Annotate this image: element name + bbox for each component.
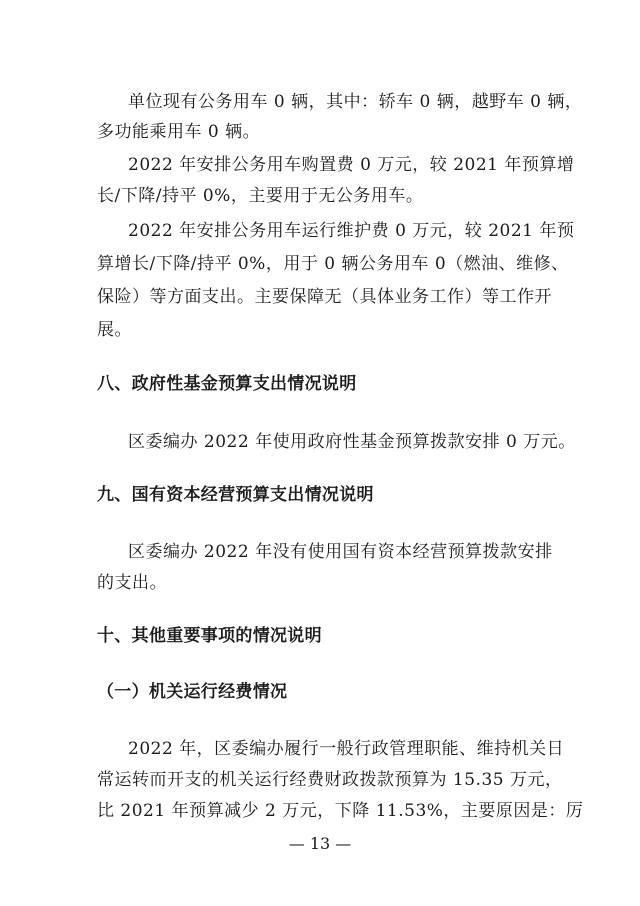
- section-9-heading: 九、国有资本经营预算支出情况说明: [97, 485, 374, 505]
- state-capital-line-2: 的支出。: [97, 573, 167, 593]
- vehicle-count-line-2: 多功能乘用车 0 辆。: [97, 122, 261, 142]
- operating-expense-line-1: 2022 年，区委编办履行一般行政管理职能、维持机关日: [128, 739, 565, 759]
- government-fund-paragraph: 区委编办 2022 年使用政府性基金预算拨款安排 0 万元。: [128, 432, 576, 452]
- operating-expense-line-3: 比 2021 年预算减少 2 万元，下降 11.53%，主要原因是：厉: [97, 801, 584, 821]
- section-10-heading: 十、其他重要事项的情况说明: [97, 626, 322, 646]
- vehicle-count-line-1: 单位现有公务用车 0 辆，其中：轿车 0 辆，越野车 0 辆，: [128, 92, 583, 112]
- maintenance-fee-line-4: 展。: [97, 320, 132, 340]
- operating-expense-subheading: （一）机关运行经费情况: [97, 682, 288, 702]
- state-capital-line-1: 区委编办 2022 年没有使用国有资本经营预算拨款安排: [128, 542, 553, 562]
- page-number: — 13 —: [288, 834, 352, 853]
- maintenance-fee-line-1: 2022 年安排公务用车运行维护费 0 万元，较 2021 年预: [128, 221, 575, 241]
- section-8-heading: 八、政府性基金预算支出情况说明: [97, 374, 357, 394]
- purchase-fee-line-1: 2022 年安排公务用车购置费 0 万元，较 2021 年预算增: [128, 155, 575, 175]
- maintenance-fee-line-3: 保险）等方面支出。主要保障无（具体业务工作）等工作开: [97, 287, 552, 307]
- operating-expense-line-2: 常运转而开支的机关运行经费财政拨款预算为 15.35 万元，: [97, 770, 563, 790]
- purchase-fee-line-2: 长/下降/持平 0%，主要用于无公务用车。: [97, 186, 424, 206]
- maintenance-fee-line-2: 算增长/下降/持平 0%，用于 0 辆公务用车 0（燃油、维修、: [97, 254, 569, 274]
